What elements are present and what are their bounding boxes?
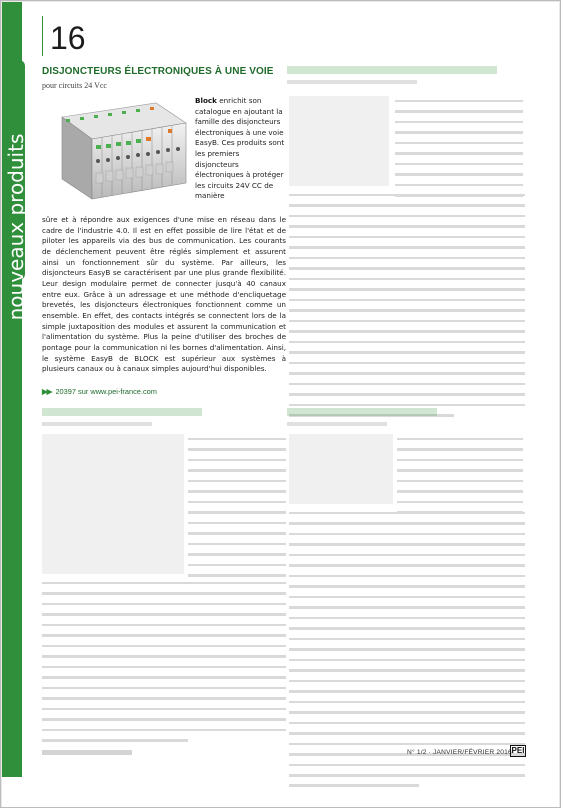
faded-article-top-right [287,66,525,84]
lead-text: enrichit son catalogue en ajoutant la famille des disjoncteurs électroniques à une voie EasyB. Ces produits sont les premiers disjoncteurs électroniques à protéger les circuits 24V CC de manière [195,96,285,201]
faded-article-bottom-right [287,408,525,426]
faded-text-block [188,430,286,577]
reference-code: 20397 [55,387,76,396]
faded-text-block-2 [42,574,286,742]
folio-rule [42,16,43,56]
lead-company: Block [195,96,217,105]
section-tab [3,60,28,321]
faded-photo [42,434,184,574]
circuit-breaker-module-photo [56,99,192,202]
faded-subtitle-bar [42,422,152,426]
section-label: nouveaux produits [4,133,28,321]
faded-title-bar [287,66,497,74]
faded-photo [289,96,389,186]
faded-subtitle-bar [287,80,417,84]
article-subtitle: pour circuits 24 Vcc [42,81,107,90]
article-lead [195,96,285,202]
faded-text-block [397,430,523,514]
reference-mid: sur [76,387,91,396]
faded-photo [289,434,393,504]
reference-line [42,387,157,396]
issue-info: N° 1/2 · JANVIER/FÉVRIER 2016 [407,749,512,756]
faded-article-bottom-left [42,408,286,426]
faded-title-bar [287,408,437,416]
faded-subtitle-bar [287,422,387,426]
double-arrow-icon: ▶▶ [42,387,52,396]
magazine-logo: PEI [511,746,525,755]
article-title: DISJONCTEURS ÉLECTRONIQUES À UNE VOIE [42,66,274,77]
faded-title-bar [42,408,202,416]
faded-text-block-2 [289,504,525,787]
faded-text-block-2 [289,186,525,417]
page-sheet [2,2,559,807]
page-number: 16 [50,20,86,56]
article-body: sûre et à répondre aux exigences d'une mise en réseau dans le cadre de l'industrie 4.0. Il est en effet possible de lire l'état et de piloter les appareils via des bus de communication. Les courants de déclenchement peuvent être réglés simplement et assurent ainsi un fonctionnement sûr du système. Par ailleurs, les disjoncteurs EasyB se caractérisent par une plus grande flexibilité. Leur design modulaire permet de connecter jusqu'à 40 canaux entre eux. Grâce à un adressage et une méthode d'encliquetage brevetés, les disjoncteurs électroniques fonctionnent comme un ensemble. En effet, des contacts intégrés se connectent lors de la simple juxtaposition des modules et assurent la communication et l'alimentation du système. Plus la peine d'utiliser des broches de pontage pour la communication ni les bornes d'alimentation. Ainsi, le système EasyB de BLOCK est supérieur aux systèmes à plusieurs canaux ou à canaux simples aujourd'hui disponibles. [42,215,286,374]
reference-url[interactable]: www.pei-france.com [90,387,157,396]
faded-footer-url [42,750,132,755]
